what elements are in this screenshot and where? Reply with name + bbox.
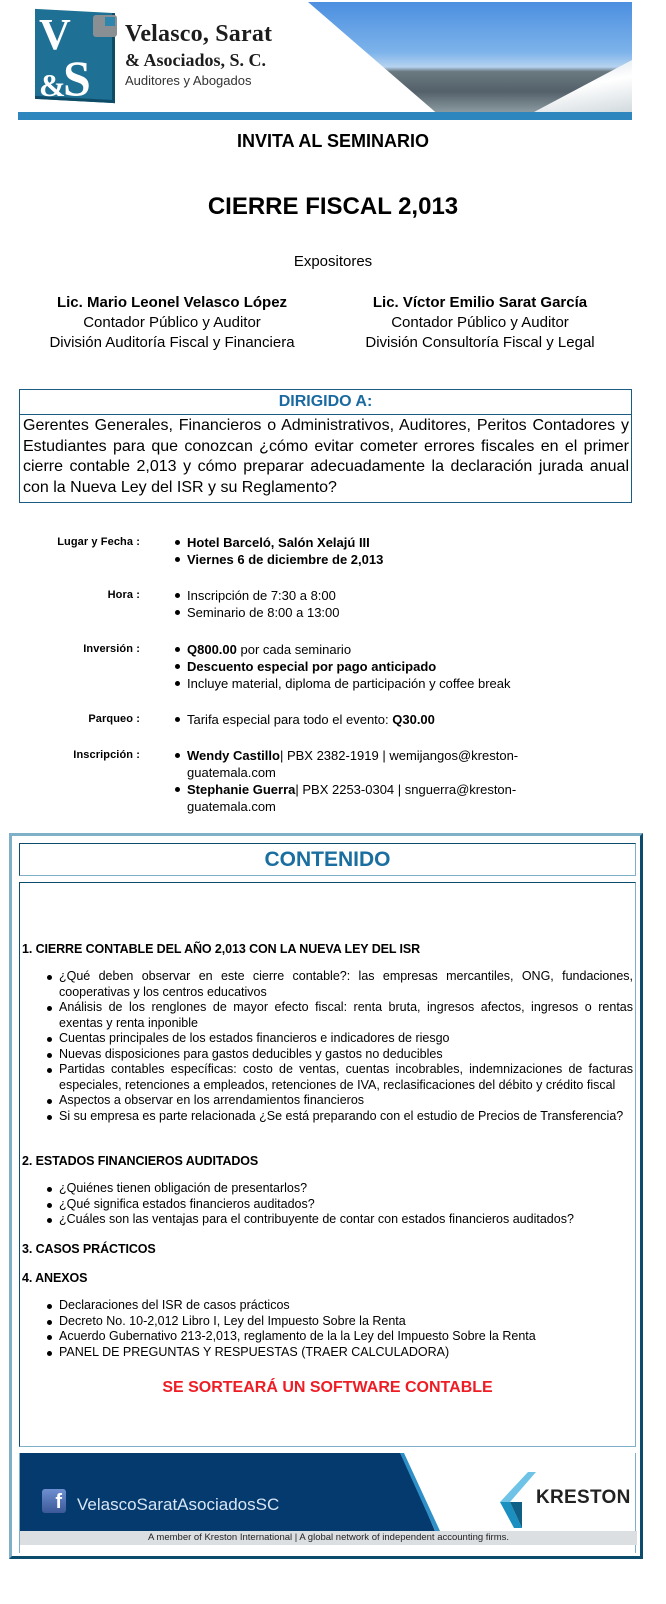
facebook-handle-link[interactable]: VelascoSaratAsociadosSC bbox=[77, 1495, 280, 1514]
content-panel bbox=[9, 833, 643, 1559]
speakers-label: Expositores bbox=[293, 253, 373, 270]
list-item: Acuerdo Gubernativo 213-2,013, reglamento de la la Ley del Impuesto Sobre la Renta bbox=[45, 1329, 633, 1345]
audience-text: Gerentes Generales, Financieros o Administrativos, Auditores, Peritos Contadores y Estudiantes para que conozcan ¿cómo evitar cometer errores fiscales en el primer cierre contable 2,013 y cómo preparar adecuadamente la declaración jurada anual con la Nueva Ley del ISR y su Reglamento? bbox=[23, 417, 629, 496]
list-item: Hotel Barceló, Salón Xelajú III bbox=[174, 534, 554, 551]
list-item bbox=[174, 641, 554, 658]
list-item: Si su empresa es parte relacionada ¿Se está preparando con el estudio de Precios de Transferencia? bbox=[45, 1109, 633, 1125]
list-item: Cuentas principales de los estados financieros e indicadores de riesgo bbox=[45, 1031, 633, 1047]
list-item: Incluye material, diploma de participación y coffee break bbox=[174, 675, 554, 692]
detail-label: Inscripción : bbox=[73, 749, 140, 761]
parking-text: Tarifa especial para todo el evento: bbox=[187, 712, 393, 727]
list-item: ¿Qué significa estados financieros auditados? bbox=[45, 1197, 633, 1213]
list-item bbox=[174, 711, 554, 728]
list-item: PANEL DE PREGUNTAS Y RESPUESTAS (TRAER CALCULADORA) bbox=[45, 1345, 633, 1361]
speaker-card bbox=[330, 293, 630, 353]
detail-label: Parqueo : bbox=[88, 713, 140, 725]
list-item: ¿Quiénes tienen obligación de presentarlos? bbox=[45, 1181, 633, 1197]
list-item: Descuento especial por pago anticipado bbox=[174, 658, 554, 675]
list-item: ¿Cuáles son las ventajas para el contribuyente de contar con estados financieros auditados? bbox=[45, 1212, 633, 1228]
list-item: Decreto No. 10-2,012 Libro I, Ley del Impuesto Sobre la Renta bbox=[45, 1314, 633, 1330]
logo-letter-v: V bbox=[39, 10, 71, 59]
price-value: Q800.00 bbox=[187, 642, 237, 657]
section-title: 2. ESTADOS FINANCIEROS AUDITADOS bbox=[22, 1154, 259, 1168]
content-body bbox=[19, 882, 636, 1447]
speaker-division: División Consultoría Fiscal y Legal bbox=[365, 334, 595, 351]
detail-list bbox=[174, 587, 554, 621]
section-title: 3. CASOS PRÁCTICOS bbox=[22, 1242, 156, 1256]
raffle-announcement: SE SORTEARÁ UN SOFTWARE CONTABLE bbox=[162, 1379, 493, 1396]
footer-tagline: A member of Kreston International | A global network of independent accounting firms. bbox=[20, 1531, 637, 1545]
invitation-intro: INVITA AL SEMINARIO bbox=[236, 131, 429, 151]
contact-info[interactable]: | PBX 2382-1919 | wemijangos@kreston-guatemala.com bbox=[187, 748, 519, 780]
detail-list bbox=[174, 711, 554, 728]
detail-list bbox=[174, 534, 554, 568]
speaker-card bbox=[22, 293, 322, 353]
contact-name: Stephanie Guerra bbox=[187, 782, 296, 797]
speaker-division: División Auditoría Fiscal y Financiera bbox=[49, 334, 295, 351]
speaker-role: Contador Público y Auditor bbox=[83, 314, 261, 331]
section-title: 4. ANEXOS bbox=[22, 1271, 88, 1285]
list-item: Viernes 6 de diciembre de 2,013 bbox=[174, 551, 554, 568]
logo-ampersand: & bbox=[39, 67, 66, 103]
firm-name-line1: Velasco, Sarat bbox=[125, 21, 273, 47]
firm-name-line2: & Asociados, S. C. bbox=[125, 50, 267, 70]
section-title: 1. CIERRE CONTABLE DEL AÑO 2,013 CON LA NUEVA LEY DEL ISR bbox=[22, 942, 421, 956]
section-list bbox=[45, 1181, 633, 1228]
detail-label: Inversión : bbox=[83, 643, 140, 655]
contact-info[interactable]: | PBX 2253-0304 | snguerra@kreston-guatemala.com bbox=[187, 782, 517, 814]
list-item: Análisis de los renglones de mayor efecto fiscal: renta bruta, ingresos afectos, ingresos o rentas exentas y renta inponible bbox=[45, 1000, 633, 1031]
list-item: Declaraciones del ISR de casos prácticos bbox=[45, 1298, 633, 1314]
detail-label: Lugar y Fecha : bbox=[57, 536, 140, 548]
facebook-icon[interactable]: f bbox=[42, 1489, 66, 1513]
content-heading: CONTENIDO bbox=[19, 843, 636, 876]
firm-logo bbox=[35, 10, 119, 106]
speaker-name: Lic. Víctor Emilio Sarat García bbox=[372, 294, 588, 311]
detail-list bbox=[174, 641, 554, 692]
audience-heading: DIRIGIDO A: bbox=[20, 390, 631, 415]
list-item: Partidas contables específicas: costo de ventas, cuentas incobrables, indemnizaciones de facturas especiales, retenciones a empleados, retenciones de IVA, reclasificaciones del débito y crédito fiscal bbox=[45, 1062, 633, 1093]
list-item: ¿Qué deben observar en este cierre contable?: las empresas mercantiles, ONG, fundaciones, cooperativas y los centros educativos bbox=[45, 969, 633, 1000]
footer-blue-panel bbox=[20, 1453, 435, 1531]
kreston-logo-text: KRESTON bbox=[536, 1487, 631, 1508]
seminar-title: CIERRE FISCAL 2,013 bbox=[207, 193, 459, 220]
audience-box bbox=[19, 389, 632, 503]
price-suffix: por cada seminario bbox=[236, 642, 352, 657]
speaker-role: Contador Público y Auditor bbox=[391, 314, 569, 331]
section-list bbox=[45, 1298, 633, 1360]
list-item: Seminario de 8:00 a 13:00 bbox=[174, 604, 554, 621]
kreston-logo-icon bbox=[496, 1472, 536, 1528]
list-item: Aspectos a observar en los arrendamientos financieros bbox=[45, 1093, 633, 1109]
contact-name: Wendy Castillo bbox=[187, 748, 280, 763]
list-item: Nuevas disposiciones para gastos deducibles y gastos no deducibles bbox=[45, 1047, 633, 1063]
list-item: Inscripción de 7:30 a 8:00 bbox=[174, 587, 554, 604]
header-divider-bar bbox=[18, 112, 632, 120]
parking-price: Q30.00 bbox=[392, 712, 435, 727]
detail-label: Hora : bbox=[107, 589, 140, 601]
logo-square-icon bbox=[93, 15, 117, 37]
contact-item bbox=[174, 781, 534, 815]
footer-banner bbox=[19, 1453, 636, 1553]
logo-letter-s: S bbox=[63, 50, 91, 106]
speaker-name: Lic. Mario Leonel Velasco López bbox=[56, 294, 288, 311]
detail-list bbox=[174, 747, 534, 815]
firm-tagline: Auditores y Abogados bbox=[125, 73, 252, 88]
section-list bbox=[45, 969, 633, 1124]
contact-item bbox=[174, 747, 534, 781]
